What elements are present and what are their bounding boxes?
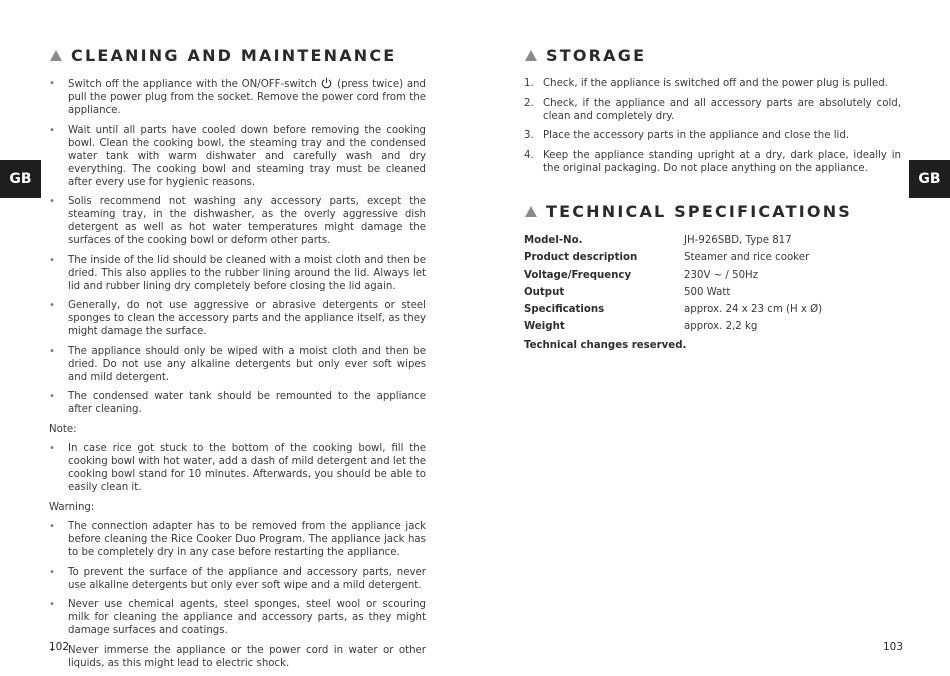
list-item: 1. Check, if the appliance is switched off and the power plug is pulled. xyxy=(524,78,888,89)
spec-row: Specifications approx. 24 x 23 cm (H x Ø) xyxy=(524,304,823,316)
right-page xyxy=(475,0,950,672)
list-item: 2. Check, if the appliance and all accessory parts are absolutely cold, clean and completely dry. xyxy=(524,97,901,122)
warning-label: Warning: xyxy=(49,501,95,513)
page-number-left: 102 xyxy=(49,641,70,653)
list-item: • Switch off the appliance with the ON/OFF-switch (press twice) and pull the power plug from the socket. Remove the power cord from the appliance. xyxy=(49,77,426,117)
list-item: • The inside of the lid should be cleaned with a moist cloth and then be dried. This also applies to the rubber lining around the lid. Always let lid and rubber lining dry completely before closing the lid again. xyxy=(49,254,426,293)
page-number-right: 103 xyxy=(883,641,904,653)
spec-row: Output 500 Watt xyxy=(524,286,731,298)
triangle-icon xyxy=(525,50,537,61)
cleaning-heading xyxy=(50,46,396,65)
list-item: • Wait until all parts have cooled down before removing the cooking bowl. Clean the cooking bowl, the steaming tray and the condensed water tank with warm dishwater and carefully wash and dry everything. The cooking bowl and steaming tray must be cleaned after every use for hygienic reasons. xyxy=(49,124,426,189)
list-item: • The condensed water tank should be remounted to the appliance after cleaning. xyxy=(49,390,426,416)
list-item: • Solis recommend not washing any accessory parts, except the steaming tray, in the dishwasher, as the overly aggressive dish detergent as well as hot water temperatures might damage the surfaces of the cooking bowl or deform other parts. xyxy=(49,195,426,247)
cleaning-heading-text: CLEANING AND MAINTENANCE xyxy=(71,46,397,65)
spec-row: Voltage/Frequency 230V ~ / 50Hz xyxy=(524,269,759,281)
list-item: • In case rice got stuck to the bottom of the cooking bowl, fill the cooking bowl with hot water, add a dash of mild detergent and let the cooking bowl stand for 10 minutes. Afterwards, you should be able to easily clean it. xyxy=(49,442,426,494)
list-item: • The appliance should only be wiped with a moist cloth and then be dried. Do not use any alkaline detergents but only ever soft wipes and mild detergent. xyxy=(49,345,426,384)
language-tab-right: GB xyxy=(909,160,950,198)
language-tab-left: GB xyxy=(0,160,41,198)
storage-heading xyxy=(525,46,646,65)
triangle-icon xyxy=(525,206,537,217)
list-item: • The connection adapter has to be removed from the appliance jack before cleaning the Rice Cooker Duo Program. The appliance jack has to be completely dry in any case before restarting the appliance. xyxy=(49,520,426,559)
list-item: • Never immerse the appliance or the power cord in water or other liquids, as this might lead to electric shock. xyxy=(49,644,426,670)
list-item: • Generally, do not use aggressive or abrasive detergents or steel sponges to clean the accessory parts and the appliance itself, as they might damage the surface. xyxy=(49,299,426,338)
list-item: • To prevent the surface of the appliance and accessory parts, never use alkaline detergents but only ever soft wipe and a mild detergent. xyxy=(49,566,426,592)
spec-row: Product description Steamer and rice cooker xyxy=(524,252,810,264)
spec-row: Weight approx. 2,2 kg xyxy=(524,321,758,333)
triangle-icon xyxy=(50,50,62,61)
list-item: 3. Place the accessory parts in the appliance and close the lid. xyxy=(524,130,850,141)
spec-row: Model-No. JH-926SBD, Type 817 xyxy=(524,235,792,246)
storage-list xyxy=(524,77,901,181)
power-icon xyxy=(321,77,332,89)
cleaning-list xyxy=(49,77,426,676)
tech-specs-heading-text: TECHNICAL SPECIFICATIONS xyxy=(546,202,853,221)
specs-table xyxy=(524,232,904,351)
left-page xyxy=(0,0,475,672)
note-label: Note: xyxy=(49,423,77,435)
storage-heading-text: STORAGE xyxy=(546,46,647,65)
list-item: 4. Keep the appliance standing upright at a dry, dark place, ideally in the original packaging. Do not place anything on the appliance. xyxy=(524,149,901,174)
tech-specs-heading xyxy=(525,202,852,221)
list-item: • Never use chemical agents, steel sponges, steel wool or scouring milk for cleaning the appliance and accessory parts, as they might damage surfaces and coatings. xyxy=(49,598,426,637)
tech-note: Technical changes reserved. xyxy=(524,339,687,351)
